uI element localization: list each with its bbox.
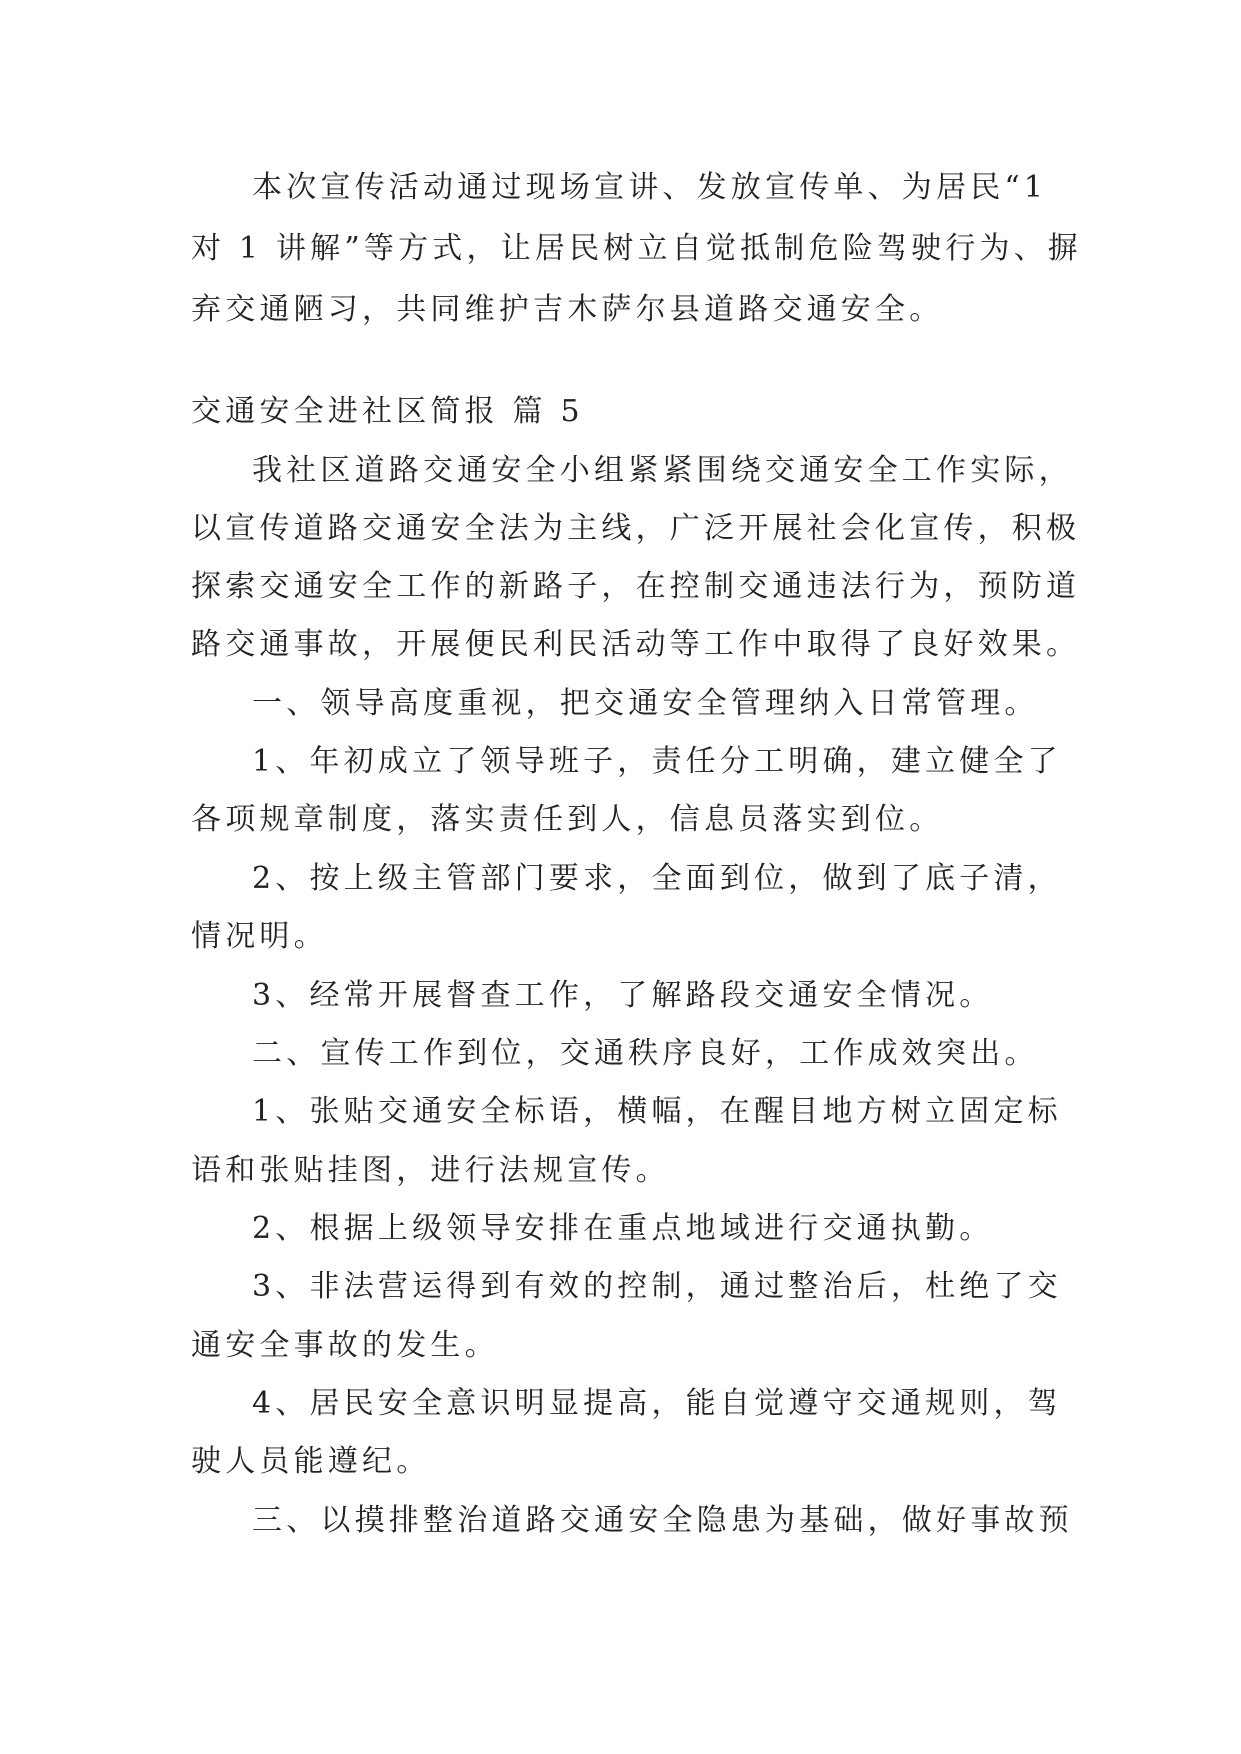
paragraph-line: 以宣传道路交通安全法为主线，广泛开展社会化宣传，积极 — [191, 511, 1081, 546]
paragraph-line: 探索交通安全工作的新路子，在控制交通违法行为，预防道 — [191, 569, 1081, 604]
paragraph-line: 1、年初成立了领导班子，责任分工明确，建立健全了 — [252, 744, 1062, 779]
paragraph-line: 驶人员能遵纪。 — [191, 1444, 431, 1479]
paragraph-line: 本次宣传活动通过现场宣讲、发放宣传单、为居民“1 — [252, 170, 1048, 205]
paragraph-line: 2、根据上级领导安排在重点地域进行交通执勤。 — [252, 1211, 994, 1246]
paragraph-line: 4、居民安全意识明显提高，能自觉遵守交通规则，驾 — [252, 1386, 1062, 1421]
paragraph-line: 一、领导高度重视，把交通安全管理纳入日常管理。 — [252, 686, 1039, 721]
paragraph-line: 语和张贴挂图，进行法规宣传。 — [191, 1153, 670, 1188]
paragraph-line: 各项规章制度，落实责任到人，信息员落实到位。 — [191, 802, 944, 837]
paragraph-line: 1、张贴交通安全标语，横幅，在醒目地方树立固定标 — [252, 1094, 1062, 1129]
paragraph-line: 3、经常开展督查工作，了解路段交通安全情况。 — [252, 978, 994, 1013]
section-heading: 交通安全进社区简报 篇 5 — [191, 394, 584, 429]
paragraph-line: 情况明。 — [191, 919, 328, 954]
paragraph-line: 弃交通陋习，共同维护吉木萨尔县道路交通安全。 — [191, 292, 944, 327]
paragraph-line: 二、宣传工作到位，交通秩序良好，工作成效突出。 — [252, 1036, 1039, 1071]
paragraph-line: 路交通事故，开展便民利民活动等工作中取得了良好效果。 — [191, 627, 1081, 662]
paragraph-line: 对 1 讲解”等方式，让居民树立自觉抵制危险驾驶行为、摒 — [191, 231, 1083, 266]
paragraph-line: 2、按上级主管部门要求，全面到位，做到了底子清， — [252, 861, 1062, 896]
paragraph-line: 我社区道路交通安全小组紧紧围绕交通安全工作实际， — [252, 453, 1073, 488]
paragraph-line: 通安全事故的发生。 — [191, 1328, 499, 1363]
paragraph-line: 3、非法营运得到有效的控制，通过整治后，杜绝了交 — [252, 1269, 1062, 1304]
paragraph-line: 三、以摸排整治道路交通安全隐患为基础，做好事故预 — [252, 1503, 1073, 1538]
